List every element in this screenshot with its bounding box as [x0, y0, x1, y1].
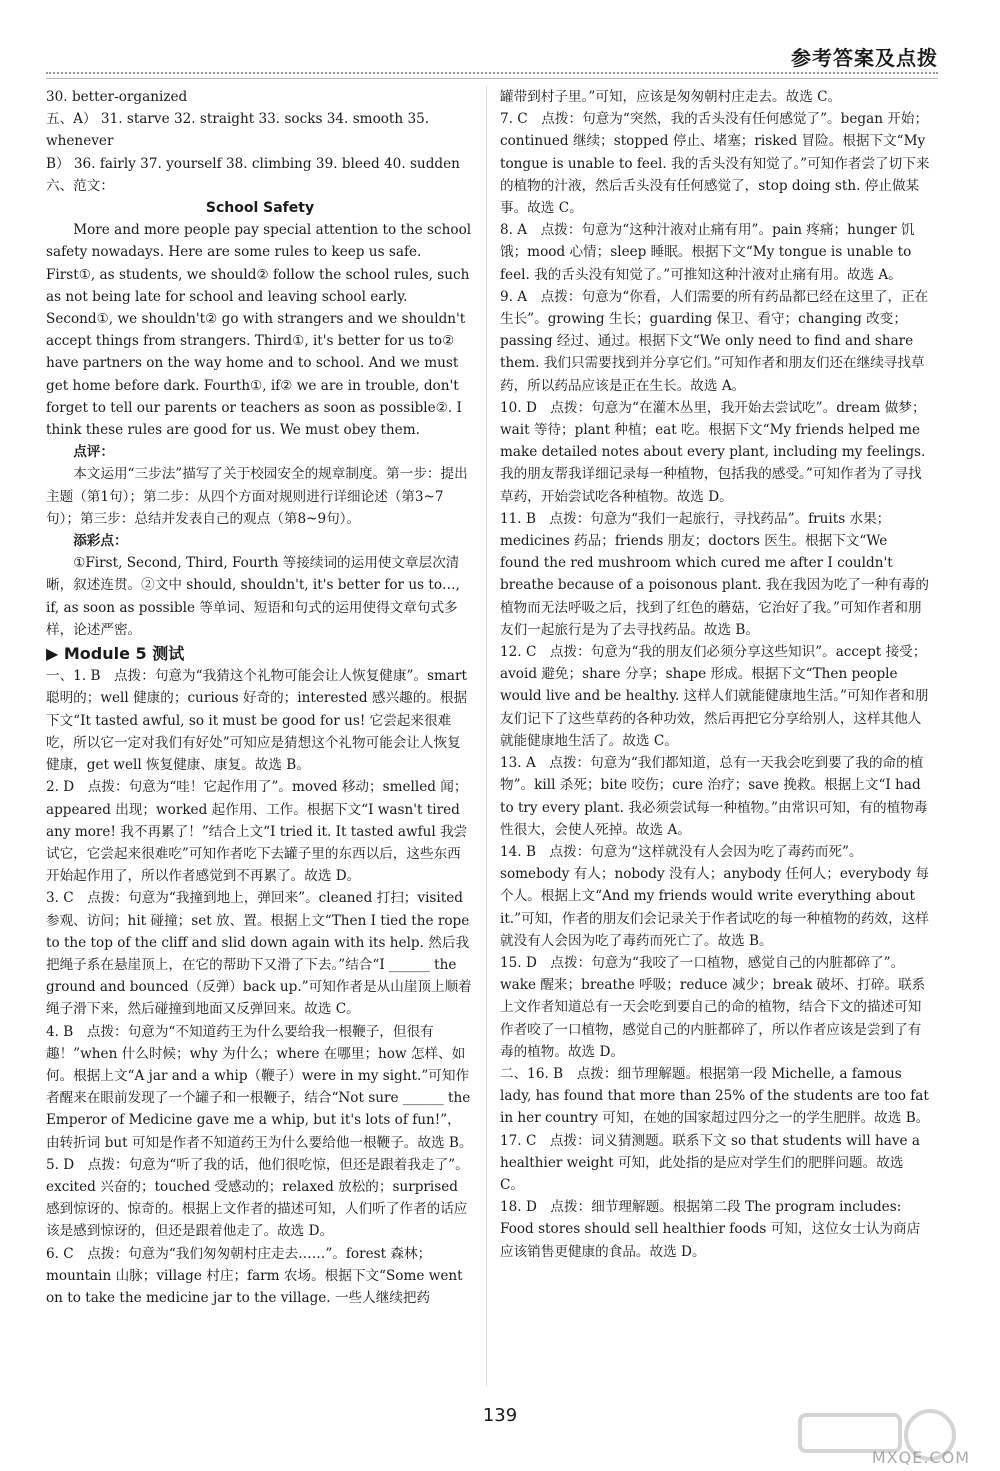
answer-item: 一、1. B 点拨：句意为“我猜这个礼物可能会让人恢复健康”。smart 聪明的；well 健康的；curious 好奇的；interested 感兴趣的。根据下文“It tasted awful, so it must be good for us! 它尝起来很难吃，所以它一定对我们有好处”可知应是猜想这个礼物可能会让人恢复健康，get well 恢复健康、康复。故选 B。 — [46, 668, 468, 774]
answer-item: 6. C 点拨：句意为“我们匆匆朝村庄走去……”。forest 森林；mountain 山脉；village 村庄；farm 农场。根据下文“Some went on to take the medicine jar to the village. 一些人继续把药 — [46, 1245, 463, 1306]
answer-item: 8. A 点拨：句意为“这种汁液对止痛有用”。pain 疼痛；hunger 饥饿；mood 心情；sleep 睡眠。根据下文“My tongue is unable to feel. 我的舌头没有知觉了。”可推知这种汁液对止痛有用。故选 A。 — [500, 222, 915, 283]
page-header-title: 参考答案及点拨 — [791, 46, 938, 70]
answer-item: 12. C 点拨：句意为“我的朋友们必须分享这些知识”。accept 接受；avoid 避免；share 分享；shape 形成。根据下文“Then people would live and be healthy. 这样人们就能健康地生活。”可知作者和朋友们记下了这些草药的各种功效，然后再把它分享给别人，这样其他人就能健康地生活了。故选 C。 — [500, 644, 929, 749]
answer-item: 14. B 点拨：句意为“这样就没有人会因为吃了毒药而死”。somebody 有人；nobody 没有人；anybody 任何人；everybody 每个人。根据上文“And my friends would write everything about it.”可知，作者的朋友们会记录关于作者试吃的每一种植物的药效，这样就没有人会因为吃了毒药而死亡了。故选 B。 — [500, 843, 929, 949]
comment-body: 本文运用“三步法”描写了关于校园安全的规章制度。第一步：提出主题（第1句）；第二步：从四个方面对规则进行详细论述（第3~7句）；第三步：总结并发表自己的观点（第8~9句）。 — [46, 466, 468, 527]
page-number: 139 — [482, 1405, 518, 1426]
answer-line: 六、范文： — [46, 177, 114, 194]
answer-item: 15. D 点拨：句意为“我咬了一口植物，感觉自己的内脏都碎了”。wake 醒来；breathe 呼吸；reduce 减少；break 破坏、打碎。联系上文作者知道总有一天会吃到要自己的命的植物，结合下文的描述可知作者咬了一口植物，感觉自己的内脏都碎了，所以作者应该是尝到了有毒的植物。故选 D。 — [500, 954, 926, 1060]
answer-line: B） 36. fairly 37. yourself 38. climbing 39. bleed 40. sudden — [46, 155, 460, 172]
essay-title: School Safety — [205, 200, 315, 217]
answer-line: 30. better-organized — [46, 89, 188, 105]
highlight-label: 添彩点： — [73, 533, 128, 550]
answer-line: 五、A） 31. starve 32. straight 33. socks 34. smooth 35. whenever — [46, 111, 430, 150]
answer-item: 5. D 点拨：句意为“听了我的话，他们很吃惊，但还是跟着我走了”。excited 兴奋的；touched 受感动的；relaxed 放松的；surprised 感到惊讶的、惊奇的。根据上文作者的描述可知，人们听了作者的话应该是感到惊讶的，但还是跟着他走了。故选 D。 — [46, 1156, 469, 1240]
highlight-body: ①First, Second, Third, Fourth 等接续词的运用使文章层次清晰，叙述连贯。②文中 should, shouldn't, it's better for us to…, if, as soon as possible 等单词、短语和句式的运用使得文章句式多样，论述严密。 — [46, 555, 460, 638]
answer-item: 18. D 点拨：细节理解题。根据第二段 The program includes: Food stores should sell healthier foods 可知，这位女士认为商店应该销售更健康的食品。故选 D。 — [500, 1199, 921, 1260]
answer-item: 二、16. B 点拨：细节理解题。根据第一段 Michelle, a famous lady, has found that more than 25% of the students are too fat in her country 可知，在她的国家超过四分之一的学生肥胖。故选 B。 — [500, 1065, 930, 1127]
answer-item: 11. B 点拨：句意为“我们一起旅行，寻找药品”。fruits 水果；medicines 药品；friends 朋友；doctors 医生。根据下文“We found the red mushroom which cured me after I couldn't breathe because of a poisonous plant. 我在我因为吃了一种有毒的植物而无法呼吸之后，找到了红色的蘑菇，它治好了我。”可知作者和朋友们一起旅行是为了去寻找药品。故选 B。 — [500, 510, 929, 638]
answer-item: 9. A 点拨：句意为“你看，人们需要的所有药品都已经在这里了，正在生长”。growing 生长；guarding 保卫、看守；changing 改变；passing 经过、通过。根据下文“We only need to find and share them. 我们只需要找到并分享它们。”可知作者和朋友们还在继续寻找草药，所以药品应该是正在生长。故选 A。 — [500, 288, 929, 394]
essay-body: More and more people pay special attention to the school safety nowadays. Here are some rules to keep us safe. First①, as students, we should② follow the school rules, such as not being late for school and leaving school early. Second①, we shouldn't② go with strangers and we shouldn't accept things from strangers. Third①, it's better for us to② have partners on the way home and to school. And we must get home before dark. Fourth①, if② we are in trouble, don't forget to tell our parents or teachers as soon as possible②. I think these rules are good for us. We must obey them. — [46, 222, 472, 439]
answer-item: 10. D 点拨：句意为“在灌木丛里，我开始去尝试吃”。dream 做梦；wait 等待；plant 种植；eat 吃。根据下文“My friends helped me make detailed notes about every plant, including my feelings. 我的朋友帮我详细记录每一种植物，包括我的感受。”可知作者为了寻找草药，开始尝试吃各种植物。故选 D。 — [500, 399, 926, 505]
answer-item: 2. D 点拨：句意为“哇！它起作用了”。moved 移动；smelled 闻；appeared 出现；worked 起作用、工作。根据下文“I wasn't tired any more! 我不再累了！”结合上文“I tried it. It tasted awful 我尝试它，它尝起来很难吃”可知作者吃下去罐子里的东西以后，这些东西开始起作用了，所以作者感觉到不再累了。故选 D。 — [46, 779, 468, 885]
column-divider — [486, 86, 487, 1386]
answer-item: 4. B 点拨：句意为“不知道药王为什么要给我一根鞭子，但很有趣！”when 什么时候；why 为什么；where 在哪里；how 怎样、如何。根据上文“A jar and a whip（鞭子）were in my sight.”可知作者醒来在眼前发现了一个罐子和一根鞭子，结合“Not sure ______ the Emperor of Medicine gave me a whip, but it's lots of fun!”，由转折词 but 可知是作者不知道药王为什么要给他一根鞭子。故选 B。 — [46, 1023, 473, 1151]
watermark-text: MXQE.COM — [871, 1448, 970, 1467]
answer-item: 17. C 点拨：词义猜测题。联系下文 so that students will have a healthier weight 可知，此处指的是应对学生们的肥胖问题。故选 C。 — [500, 1132, 921, 1193]
header-rule — [46, 72, 938, 79]
answer-item: 13. A 点拨：句意为“我们都知道，总有一天我会吃到要了我的命的植物”。kill 杀死；bite 咬伤；cure 治疗；save 挽救。根据上文“I had to try every plant. 我必须尝试每一种植物。”由常识可知，有的植物毒性很大，会使人死掉。故选 A。 — [500, 755, 928, 838]
left-column — [46, 86, 474, 1309]
answer-item: 3. C 点拨：句意为“我撞到地上，弹回来”。cleaned 打扫；visited 参观、访问；hit 碰撞；set 放、置。根据上文“Then I tied the rope to the top of the cliff and slid down again with its help. 然后我把绳子系在悬崖顶上，在它的帮助下又滑了下去。”结合“I ______ the ground and bounced（反弹）back up.”可知作者是从山崖顶上顺着绳子滑下来，然后碰撞到地面又反弹回来。故选 C。 — [46, 890, 472, 1018]
answer-item: 7. C 点拨：句意为“突然，我的舌头没有任何感觉了”。began 开始；continued 继续；stopped 停止、堵塞；risked 冒险。根据下文“My tongue is unable to feel. 我的舌头没有知觉了。”可知作者尝了切下来的植物的汁液，然后舌头没有任何感觉了，stop doing sth. 停止做某事。故选 C。 — [500, 111, 930, 217]
comment-label: 点评： — [73, 444, 114, 461]
answer-item: 罐带到村子里。”可知，应该是匆匆朝村庄走去。故选 C。 — [500, 89, 842, 105]
right-column — [500, 86, 930, 1263]
module-title: ▶ Module 5 测试 — [46, 644, 185, 664]
